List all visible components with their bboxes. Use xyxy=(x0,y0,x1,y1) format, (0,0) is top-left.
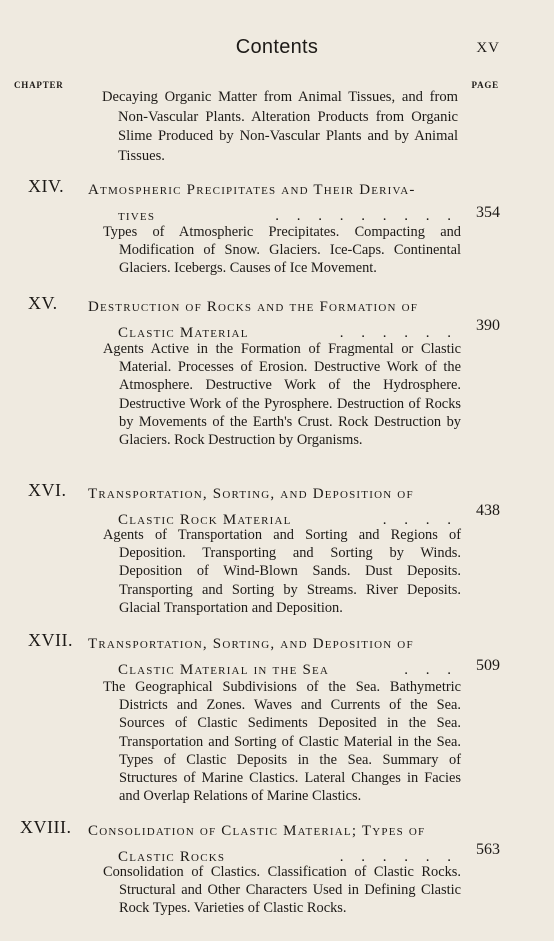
page-column-label: PAGE xyxy=(471,80,499,90)
chapter-title-line1: Transportation, Sorting, and Deposition of xyxy=(88,486,414,502)
chapter-title-line1: Atmospheric Precipitates and Their Deriva- xyxy=(88,182,416,198)
continued-summary-text: Decaying Organic Matter from Animal Tissues, and from Non-Vascular Plants. Alteration Products from Organic Slime Produced by Non-Vascular Plants and by Animal Tissues. xyxy=(102,89,458,164)
chapter-number: XIV. xyxy=(28,176,65,196)
chapter-title-line2: Clastic Material xyxy=(118,325,249,341)
chapter-title-line1: Consolidation of Clastic Material; Types of xyxy=(88,823,426,839)
chapter-summary xyxy=(103,863,461,918)
chapter-title-line2: Clastic Rock Material xyxy=(118,512,292,528)
chapter-summary xyxy=(103,526,461,617)
leader-dots: . . . . . . xyxy=(339,325,458,341)
page-title: Contents xyxy=(235,36,319,58)
chapter-page-number: 563 xyxy=(476,841,500,858)
leader-dots: . . . . xyxy=(382,512,458,528)
page-folio: XV xyxy=(476,40,500,56)
chapter-page-number: 438 xyxy=(476,502,500,519)
chapter-title-line2: tives xyxy=(118,208,156,224)
chapter-page-number: 390 xyxy=(476,317,500,334)
chapter-page-number: 354 xyxy=(476,204,500,221)
chapter-summary-text: Agents of Transportation and Sorting and Regions of Deposition. Transporting and Sorting by Winds. Deposition of Wind-Blown Sands. Dust Deposits. Transporting and Sorting by Streams. River Deposits. Glacial Transportation and Deposition. xyxy=(103,527,461,616)
continued-summary xyxy=(102,88,458,166)
chapter-number: XVI. xyxy=(28,480,67,500)
chapter-summary-text: Consolidation of Clastics. Classification of Clastic Rocks. Structural and Other Characters Used in Defining Clastic Rock Types. Varieties of Clastic Rocks. xyxy=(103,864,461,917)
chapter-summary-text: Types of Atmospheric Precipitates. Compacting and Modification of Snow. Glaciers. Ice-Caps. Continental Glaciers. Icebergs. Causes of Ice Movement. xyxy=(103,224,461,277)
leader-dots: . . . . . . xyxy=(339,849,458,865)
page-header xyxy=(0,36,554,64)
chapter-title xyxy=(88,294,458,346)
chapter-title-line2: Clastic Material in the Sea xyxy=(118,662,330,678)
chapter-summary xyxy=(103,340,461,449)
chapter-summary-text: The Geographical Subdivisions of the Sea. Bathymetric Districts and Zones. Waves and Currents of the Sea. Sources of Clastic Sediments Deposited in the Sea. Transportation and Sorting of Clastic Material in the Sea. Types of Clastic Deposits in the Sea. Summary of Structures of Marine Clastics. Lateral Changes in Facies and Overlap Relations of Marine Clastics. xyxy=(103,679,461,805)
chapter-summary xyxy=(103,223,461,278)
chapter-number: XV. xyxy=(28,293,58,313)
chapter-page-number: 509 xyxy=(476,657,500,674)
chapter-summary xyxy=(103,678,461,805)
chapter-title-line2: Clastic Rocks xyxy=(118,849,226,865)
chapter-title-line1: Destruction of Rocks and the Formation of xyxy=(88,299,419,315)
chapter-title xyxy=(88,177,458,229)
chapter-column-label: CHAPTER xyxy=(14,80,64,90)
chapter-summary-text: Agents Active in the Formation of Fragmental or Clastic Material. Processes of Erosion. Destructive Work of the Atmosphere. Destructive Work of the Hydrosphere. Destructive Work of the Pyrosphere. Destruction of Rocks by Movements of the Earth's Crust. Rock Destruction by Glaciers. Rock Destruction by Organisms. xyxy=(103,341,461,449)
chapter-number: XVII. xyxy=(28,630,73,650)
leader-dots: . . . xyxy=(404,662,458,678)
leader-dots: . . . . . . . . . xyxy=(275,208,458,224)
chapter-title-line1: Transportation, Sorting, and Deposition of xyxy=(88,636,414,652)
chapter-number: XVIII. xyxy=(20,817,72,837)
chapter-title xyxy=(88,631,458,683)
